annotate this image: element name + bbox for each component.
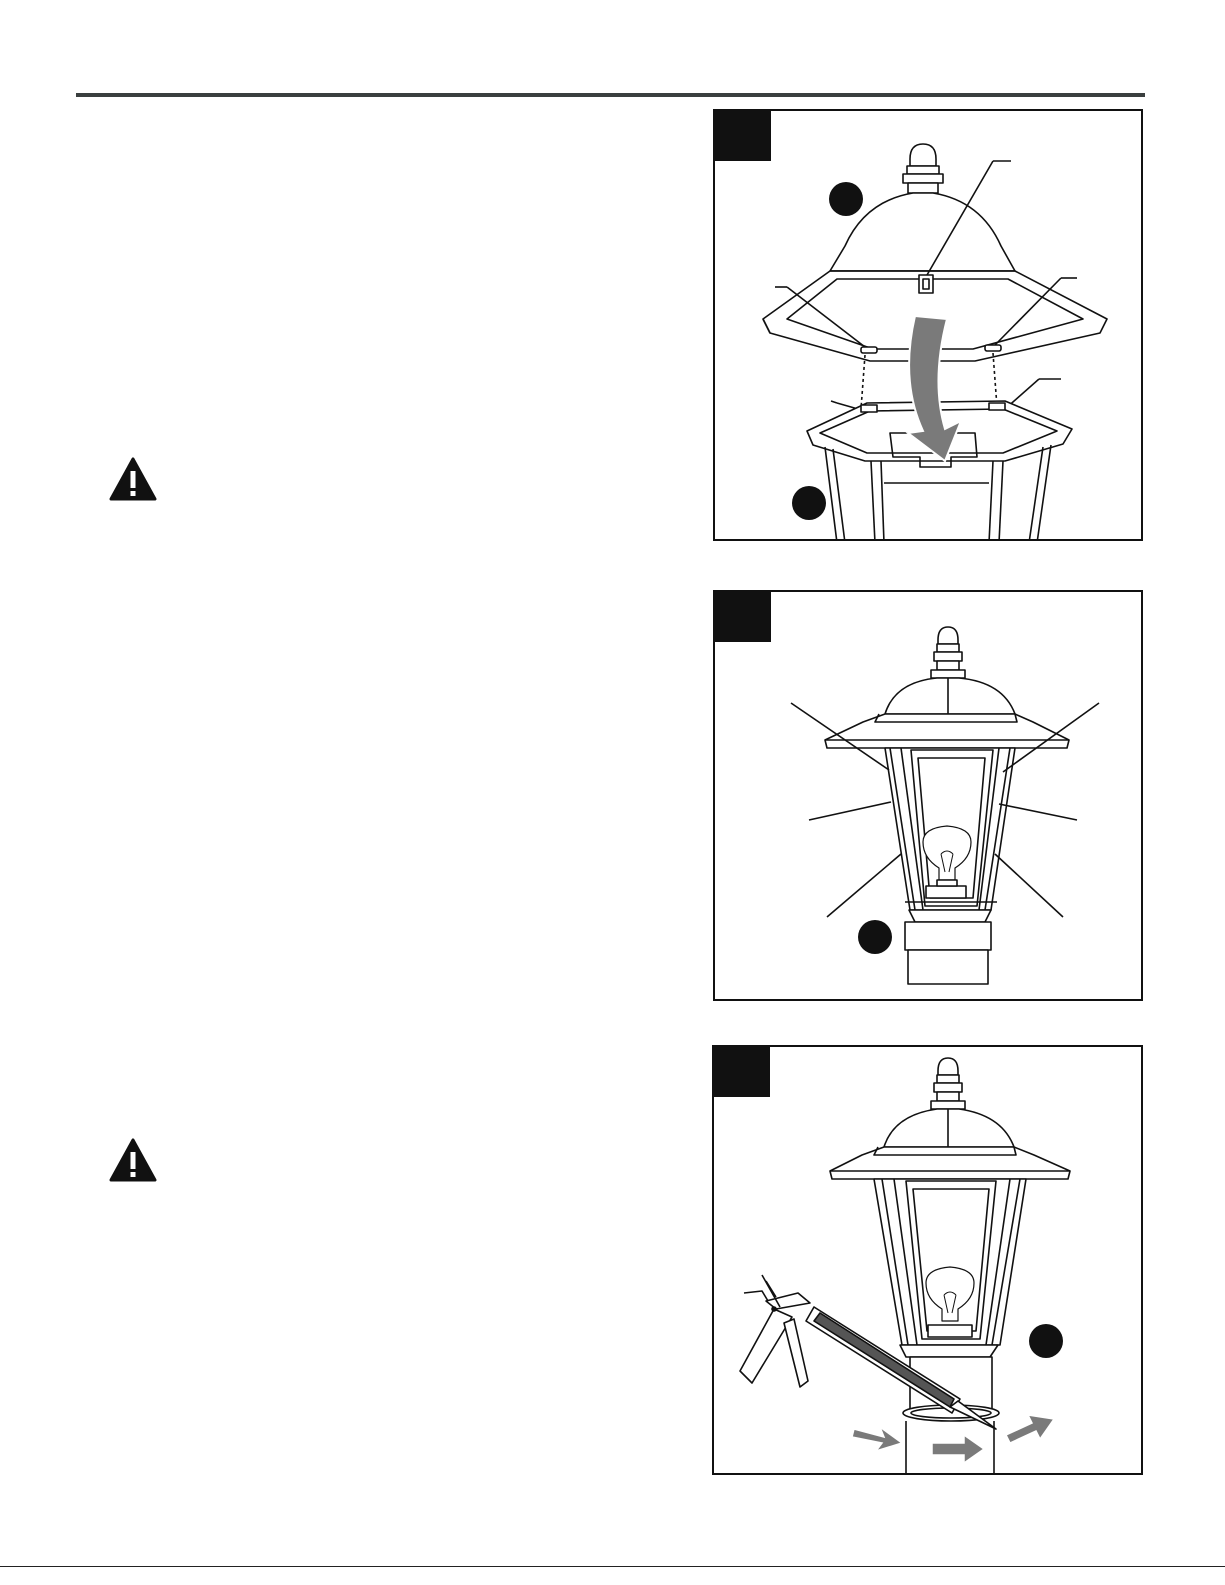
figure-1 — [713, 109, 1143, 541]
figure-3 — [712, 1045, 1143, 1475]
step-number-tab — [715, 111, 771, 161]
header-rule — [76, 93, 1145, 97]
figure-2 — [713, 590, 1143, 1001]
caulking-illustration — [714, 1047, 1143, 1475]
arrow-icon — [932, 1435, 984, 1463]
step-number-tab — [714, 1047, 770, 1097]
arrow-icon — [852, 1427, 902, 1451]
warning-icon — [108, 456, 158, 502]
step-number-tab — [715, 592, 771, 642]
footer-rule — [0, 1566, 1225, 1567]
lantern-assembled-illustration — [715, 592, 1143, 1001]
arrow-icon — [1006, 1415, 1054, 1443]
lantern-top-assembly-illustration — [715, 111, 1143, 541]
warning-icon — [108, 1137, 158, 1183]
